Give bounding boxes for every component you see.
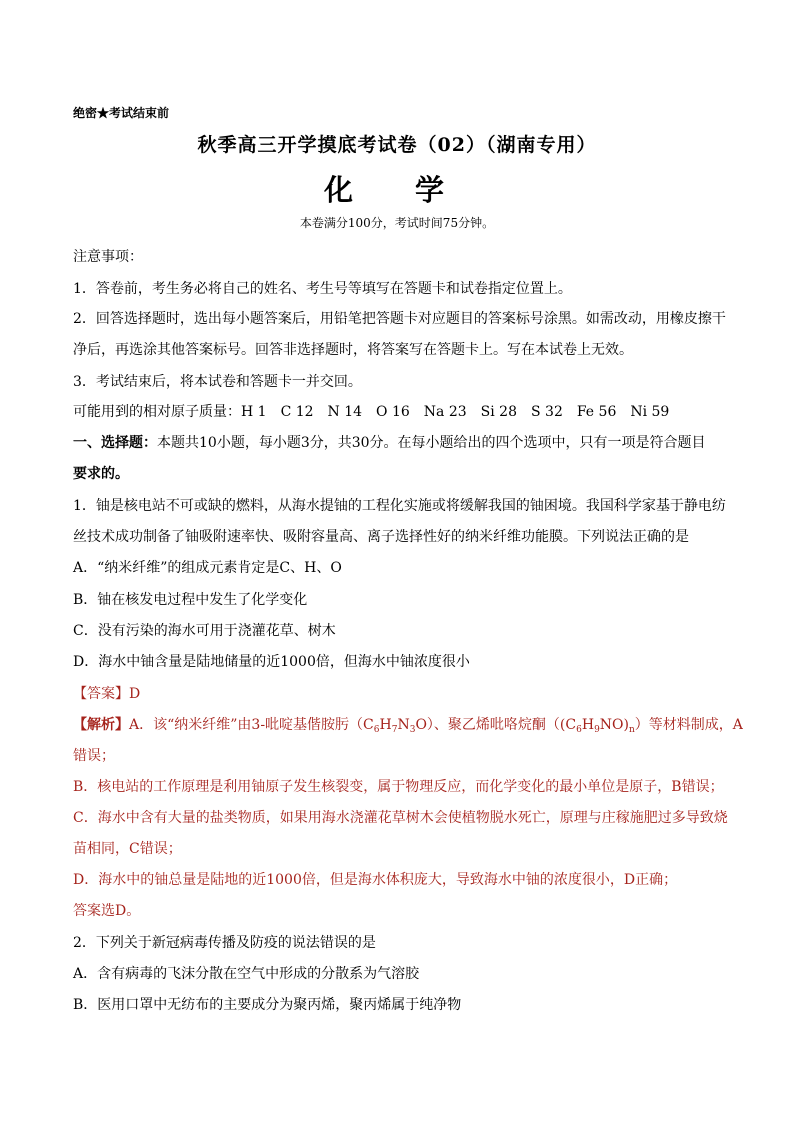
- analysis-label: 【解析】: [73, 717, 129, 733]
- question-1-analysis-a-line-1: [73, 715, 743, 740]
- question-1-answer: 【答案】D: [73, 686, 141, 702]
- atomic-masses: 可能用到的相对原子质量：H 1 C 12 N 14 O 16 Na 23 Si 28 S 32 Fe 56 Ni 59: [73, 404, 670, 420]
- subscript: 6: [373, 725, 380, 735]
- question-1-option-b: B．铀在核发电过程中发生了化学变化: [73, 592, 308, 608]
- question-1-analysis-c-line-1: C．海水中含有大量的盐类物质，如果用海水浇灌花草树木会使植物脱水死亡，原理与庄稼施肥过多导致烧: [73, 810, 728, 826]
- section-text: 本题共10小题，每小题3分，共30分。在每小题给出的四个选项中，只有一项是符合题目: [157, 435, 706, 451]
- question-1-stem-line-2: 丝技术成功制备了铀吸附速率快、吸附容量高、离子选择性好的纳米纤维功能膜。下列说法正确的是: [73, 529, 689, 545]
- question-1-option-a: A．“纳米纤维”的组成元素肯定是C、H、O: [73, 560, 342, 576]
- question-1-conclusion: 答案选D。: [73, 903, 141, 919]
- question-1-option-d: D．海水中铀含量是陆地储量的近1000倍，但海水中铀浓度很小: [73, 654, 470, 670]
- question-2-stem: 2．下列关于新冠病毒传播及防疫的说法错误的是: [73, 935, 376, 951]
- subscript: 9: [594, 725, 600, 735]
- section-heading-line-1: [73, 433, 706, 453]
- formula-part: O）、聚乙烯吡咯烷酮（(C: [415, 717, 577, 733]
- formula-part: N: [397, 717, 410, 733]
- exam-title: 秋季高三开学摸底考试卷（02）（湖南专用）: [197, 134, 597, 156]
- section-label: 一、选择题：: [73, 435, 157, 451]
- subject-title: 化 学: [323, 173, 471, 207]
- subscript: 7: [391, 725, 398, 735]
- question-2-option-b: B．医用口罩中无纺布的主要成分为聚丙烯，聚丙烯属于纯净物: [73, 997, 462, 1013]
- question-1-analysis-c-line-2: 苗相同，C错误；: [73, 841, 182, 857]
- analysis-a-text: A．该“纳米纤维”由3-吡啶基偕胺肟（C: [129, 717, 374, 733]
- question-2-option-a: A．含有病毒的飞沫分散在空气中形成的分散系为气溶胶: [73, 966, 420, 982]
- question-1-analysis-d: D．海水中的铀总量是陆地的近1000倍，但是海水体积庞大，导致海水中铀的浓度很小，D正确；: [73, 872, 678, 888]
- question-1-analysis-a-line-2: 错误；: [73, 748, 115, 764]
- instruction-item-3: 3．考试结束后，将本试卷和答题卡一并交回。: [73, 374, 362, 390]
- question-1-analysis-b: B．核电站的工作原理是利用铀原子发生核裂变，属于物理反应，而化学变化的最小单位是原子，B错误；: [73, 779, 724, 795]
- subscript: 3: [409, 725, 416, 735]
- section-heading-line-2: 要求的。: [73, 466, 129, 482]
- question-1-option-c: C．没有污染的海水可用于浇灌花草、树木: [73, 623, 336, 639]
- instruction-item-2-line-1: 2．回答选择题时，选出每小题答案后，用铅笔把答题卡对应题目的答案标号涂黑。如需改动，用橡皮擦干: [73, 311, 726, 327]
- instructions-heading: 注意事项：: [73, 249, 143, 265]
- exam-notice: 本卷满分100分，考试时间75分钟。: [299, 216, 495, 230]
- instruction-item-1: 1．答卷前，考生务必将自己的姓名、考生号等填写在答题卡和试卷指定位置上。: [73, 281, 572, 297]
- formula-part: H: [379, 717, 392, 733]
- analysis-a-tail: ）等材料制成，A: [634, 717, 743, 733]
- formula-part: H: [581, 717, 595, 733]
- instruction-item-2-line-2: 净后，再选涂其他答案标号。回答非选择题时，将答案写在答题卡上。写在本试卷上无效。: [73, 342, 633, 358]
- subscript: 6: [576, 725, 582, 735]
- formula-part: NO): [599, 717, 629, 733]
- question-1-stem-line-1: 1．铀是核电站不可或缺的燃料，从海水提铀的工程化实施或将缓解我国的铀困境。我国科学家基于静电纺: [73, 498, 726, 514]
- confidential-label: 绝密★考试结束前: [73, 106, 170, 120]
- subscript: n: [629, 725, 635, 735]
